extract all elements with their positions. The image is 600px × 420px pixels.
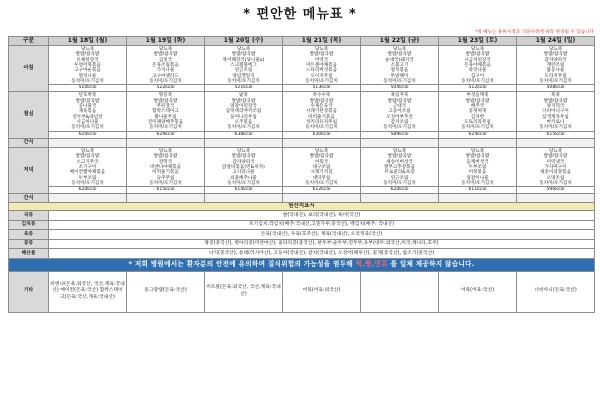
menu-item: 쌀밥/잡곡밥 — [465, 154, 490, 160]
menu-item: 진미채양배추볶음 — [147, 120, 184, 126]
menu-item: 제육볶음 — [78, 109, 97, 115]
meal-row — [9, 147, 595, 186]
menu-item: 쌀밥/잡곡밥 — [309, 52, 334, 58]
menu-item: 순대국(돼지국 — [385, 57, 414, 63]
menu-item: 오멍조림 — [546, 175, 565, 181]
menu-item: 브로콜리&초장 — [384, 170, 415, 176]
origin-row — [9, 230, 595, 240]
menu-item: 쌀밥/잡곡밥 — [543, 154, 568, 160]
menu-change-note: *위 메뉴는 물류사정과 식당사정에 따라 변경될 수 있습니다 — [474, 30, 594, 35]
menu-item: 고사리나물 — [232, 170, 255, 176]
snack-row — [9, 138, 595, 147]
menu-item: 숙주무침 — [156, 175, 175, 181]
day-header: 1월 20일 (수) — [205, 37, 283, 46]
notice-highlight: 떡,빵,면류 — [355, 260, 388, 269]
menu-item: 시금치나물 — [76, 120, 99, 126]
menu-item: 연근조림 — [234, 68, 253, 74]
day-menu-cell — [49, 92, 127, 131]
menu-item: 소불고기 — [390, 63, 409, 69]
menu-item: 어묵볶음 — [468, 170, 487, 176]
menu-item: 김칫국 — [158, 57, 173, 63]
snack-cell — [439, 194, 517, 203]
day-menu-cell — [361, 92, 439, 131]
kcal-value: 513kcal — [283, 85, 361, 92]
menu-item: 쌀밥/잡곡밥 — [387, 98, 412, 104]
menu-item: 미역줄기볶음 — [308, 114, 335, 120]
others-cell: 어묵(어육:외국산) — [283, 271, 361, 312]
menu-item: 열무고추장볶음 — [383, 164, 416, 170]
origin-label: 김치류 — [9, 220, 49, 230]
menu-item: 치커리유자무침 — [305, 120, 338, 126]
menu-item: 동치미/포기김치 — [461, 180, 494, 186]
snack-cell — [517, 194, 595, 203]
choking-notice — [9, 258, 595, 271]
menu-item: 흑임자죽 — [390, 93, 409, 99]
others-cell: 너비아니(돈육:국산) — [517, 271, 595, 312]
menu-item: 닭갈비볶음(민&치자) — [222, 164, 265, 170]
menu-item: 버섯들깨죽 — [466, 93, 489, 99]
menu-item: 당뇨죽 — [158, 47, 173, 52]
kcal-row — [9, 85, 595, 92]
menu-item: 동치미/포기김치 — [461, 125, 494, 131]
menu-item: 오이지무침 — [310, 73, 333, 79]
menu-item: 김구이 — [470, 73, 485, 79]
menu-item: 동치미/포기김치 — [227, 79, 260, 85]
menu-item: 대구조림 — [312, 164, 331, 170]
snack-cell — [517, 138, 595, 147]
menu-item: 마카로니 — [546, 120, 565, 126]
menu-item: 쇠올배추나물 — [230, 175, 257, 181]
menu-item: 가지나물 — [156, 68, 175, 74]
origin-title-row — [9, 203, 595, 211]
notice-row — [9, 258, 595, 271]
menu-item: 가자미구이 — [544, 164, 567, 170]
snack-cell — [205, 138, 283, 147]
menu-item: 무말랭이 — [390, 73, 409, 79]
menu-item: 오징어부추전 — [386, 114, 413, 120]
others-cell: 어묵(어육:국산) — [439, 271, 517, 312]
day-menu-cell — [517, 46, 595, 85]
menu-item: 수제돈육국 — [310, 104, 333, 110]
menu-item: 양지떡국 — [546, 104, 565, 110]
menu-item: 미트볼야채볶음 — [305, 63, 338, 69]
menu-item: 삼색계자무침 — [542, 114, 569, 120]
menu-item: 당뇨죽 — [158, 148, 173, 154]
day-header: 1월 18일 (월) — [49, 37, 127, 46]
meal-label: 아침 — [9, 46, 49, 92]
day-menu-cell — [361, 147, 439, 186]
kcal-value: 611kcal — [439, 187, 517, 194]
day-menu-cell — [439, 46, 517, 85]
day-menu-cell — [127, 92, 205, 131]
day-menu-cell — [205, 46, 283, 85]
menu-item: 동치미/포기김치 — [539, 79, 572, 85]
day-header: 1월 19일 (화) — [127, 37, 205, 46]
menu-item: 동치미/포기김치 — [383, 125, 416, 131]
menu-item: 무된장국 — [156, 104, 175, 110]
snack-cell — [49, 194, 127, 203]
origin-row — [9, 220, 595, 230]
kcal-value: 510kcal — [49, 85, 127, 92]
menu-item: 쌀밥/잡곡밥 — [75, 52, 100, 58]
category-header: 구분 — [9, 37, 49, 46]
menu-item: 당뇨죽 — [548, 148, 563, 154]
snack-cell — [127, 138, 205, 147]
kcal-value: 512kcal — [439, 85, 517, 92]
others-cell: 동그랑땡(돈육:국산) — [127, 271, 205, 312]
origin-text: 쌀(국내산), 보리(국내산), 흑미(국산) — [49, 211, 595, 221]
menu-item: 당뇨죽 — [392, 47, 407, 52]
menu-item: 소고기무국 — [76, 159, 99, 165]
snack-cell — [361, 138, 439, 147]
menu-item: 쌀밥/잡곡밥 — [387, 154, 412, 160]
origin-text: 포기김치,깍김치(배추:국내산,고춧가루:중국산), 백김치(배추: 국내산) — [49, 220, 595, 230]
menu-item: 쌀밥/잡곡밥 — [465, 52, 490, 58]
others-cell — [361, 271, 439, 312]
menu-item: 불동나물 — [546, 68, 565, 74]
menu-item: 너비아니구이 — [542, 109, 569, 115]
menu-item: 쌀밥/잡곡밥 — [543, 52, 568, 58]
menu-table — [8, 36, 595, 313]
menu-item: 동치미/포기김치 — [227, 180, 260, 186]
origin-row — [9, 249, 595, 259]
menu-item: 동치미/포기김치 — [383, 180, 416, 186]
day-menu-cell — [127, 46, 205, 85]
menu-item: 쌀밥/잡곡밥 — [75, 154, 100, 160]
menu-item: 동치미/포기김치 — [227, 125, 260, 131]
kcal-value: 615kcal — [127, 187, 205, 194]
menu-item: 얼갈이나물 — [466, 175, 489, 181]
header-row — [9, 37, 595, 46]
menu-item: 팥죽 — [239, 93, 248, 99]
day-menu-cell — [205, 92, 283, 131]
kcal-value: 620kcal — [361, 187, 439, 194]
menu-item: 단호박죽 — [78, 93, 97, 99]
menu-item: 연두부&양념장 — [72, 114, 103, 120]
day-header: 1월 24일 (일) — [517, 37, 595, 46]
menu-item: 느타리버섯볶음 — [305, 68, 338, 74]
day-menu-cell — [127, 147, 205, 186]
others-cell: 비엔나(돈육:외국산, 국산,계육:국내산) 베이컨(돈육:국산) 함박스테이크(돈육:국산,계육:국내산) — [49, 271, 127, 312]
menu-item: 들깨버섯국 — [466, 159, 489, 165]
menu-item: 쌀밥/잡곡밥 — [231, 98, 256, 104]
menu-item: 베이컨햄야채볶음 — [69, 170, 106, 176]
menu-item: 동치미/포기김치 — [149, 180, 182, 186]
origin-label: 육류 — [9, 230, 49, 240]
kcal-value: 629kcal — [127, 131, 205, 138]
menu-item: 흑죽 — [551, 93, 560, 99]
menu-item: 당뇨죽 — [80, 47, 95, 52]
menu-item: 쌀밥/잡곡밥 — [231, 52, 256, 58]
menu-item: 동치미/포기김치 — [539, 180, 572, 186]
menu-item: 쌀밥/잡곡밥 — [231, 154, 256, 160]
others-row — [9, 271, 595, 312]
day-menu-cell — [439, 92, 517, 131]
menu-item: 근대국 — [392, 104, 407, 110]
day-menu-cell — [49, 46, 127, 85]
kcal-value: 504kcal — [361, 85, 439, 92]
menu-item: 쌀밥/잡곡밥 — [543, 98, 568, 104]
menu-item: 황나물무침 — [154, 114, 177, 120]
origin-text: 돈육(국내산), 우육(호주산), 계육(국내산), 오리정육(국산) — [49, 230, 595, 240]
meal-row — [9, 92, 595, 131]
menu-item: 돌미나리무침 — [230, 114, 257, 120]
menu-item: 감자양파국 — [232, 159, 255, 165]
day-menu-cell — [439, 147, 517, 186]
snack-cell — [205, 194, 283, 203]
menu-item: 감자양파국 — [544, 57, 567, 63]
menu-item: 얼갈이된장국 — [230, 104, 257, 110]
notice-text: * 저희 병원에서는 환자분의 안전에 유의하며 질식위험의 가능성을 염두해 — [128, 260, 356, 269]
origin-label: 해산물 — [9, 249, 49, 259]
menu-item: 새송이피망볶음 — [539, 170, 572, 176]
kcal-row — [9, 187, 595, 194]
menu-item: 비엔나야채볶음 — [149, 164, 182, 170]
menu-item: 오주볶음 — [234, 120, 253, 126]
origin-row — [9, 239, 595, 249]
snack-label: 간식 — [9, 194, 49, 203]
menu-item: 삼치데리야끼조림 — [225, 109, 262, 115]
menu-item: 콩나물국 — [78, 104, 97, 110]
others-label: 기타 — [9, 271, 49, 312]
menu-item: 조기구이 — [78, 164, 97, 170]
kcal-value: 615kcal — [517, 131, 595, 138]
menu-item: 스크램블에그 — [230, 63, 257, 69]
day-menu-cell — [517, 147, 595, 186]
menu-item: 멸치나물 — [78, 73, 97, 79]
day-menu-cell — [517, 92, 595, 131]
menu-item: 돈육조림볶음 — [152, 63, 179, 69]
origin-label: 콩류 — [9, 239, 49, 249]
menu-item: 옥수수죽 — [312, 93, 331, 99]
kcal-row — [9, 131, 595, 138]
day-menu-cell — [283, 92, 361, 131]
menu-item: 쌀밥/잡곡밥 — [75, 98, 100, 104]
menu-item: 동치미/포기김치 — [71, 180, 104, 186]
kcal-value: 620kcal — [49, 187, 127, 194]
origin-row — [9, 211, 595, 221]
day-header: 1월 22일 (금) — [361, 37, 439, 46]
day-menu-cell — [283, 147, 361, 186]
snack-cell — [49, 138, 127, 147]
menu-item: 쑥갓나물 — [468, 68, 487, 74]
menu-item: 쌀밥/잡곡밥 — [309, 154, 334, 160]
origin-text: 땅콩(중국산), 병아리콩(미얀마산), 울타리콩(중국산), 판두부:순두부,연두부,유부(대두:외국산,미국,캐나다,호주) — [49, 239, 595, 249]
snack-cell — [283, 194, 361, 203]
day-header: 1월 21일 (목) — [283, 37, 361, 46]
menu-item: 대덕무침 — [312, 175, 331, 181]
day-header: 1월 23일 (토) — [439, 37, 517, 46]
meal-row — [9, 46, 595, 85]
origin-text: 낙지(중국산), 동태(러시아산), 고등어(국내산), 갈치(국내산), 오징어(페루산), 꽃게(중국산), 참조기(중국산) — [49, 249, 595, 259]
menu-item: 우렁어묵볶음 — [74, 63, 101, 69]
menu-item: 두부조림 — [468, 164, 487, 170]
menu-item: 동치미/포기김치 — [149, 79, 182, 85]
menu-item: 고등어조림 — [388, 109, 411, 115]
menu-item: 배추국 — [470, 104, 485, 110]
kcal-value: 596kcal — [517, 187, 595, 194]
menu-item: 땅콩죽 — [158, 93, 173, 99]
menu-item: 당뇨죽 — [80, 148, 95, 154]
menu-item: 어묵국 — [314, 159, 329, 165]
menu-item: 당뇨죽 — [236, 148, 251, 154]
menu-item: 미역줄기볶음 — [152, 170, 179, 176]
menu-item: 동치미/포기김치 — [71, 79, 104, 85]
menu-item: 동치미/포기김치 — [305, 79, 338, 85]
kcal-value: 620kcal — [49, 131, 127, 138]
menu-item: 두부조림 — [78, 175, 97, 181]
menu-item: 동치미/포기김치 — [149, 125, 182, 131]
kcal-value: 589kcal — [361, 131, 439, 138]
menu-item: 도토리묵무침 — [464, 120, 491, 126]
menu-item: 감자조림 — [390, 120, 409, 126]
menu-item: 당뇨죽 — [236, 47, 251, 52]
menu-item: 고구마샐러드 — [152, 73, 179, 79]
menu-item: 유채된장국 — [76, 57, 99, 63]
menu-item: 당뇨죽 — [314, 148, 329, 154]
menu-item: 북어해장국(당니물x) — [222, 57, 265, 63]
menu-item: 도라지무침 — [544, 73, 567, 79]
menu-item: 동치미/포기김치 — [383, 79, 416, 85]
menu-item: 김자반 — [470, 114, 485, 120]
menu-item: 당뇨죽 — [470, 148, 485, 154]
menu-item: 장떡국 — [158, 159, 173, 165]
day-menu-cell — [49, 147, 127, 186]
snack-row — [9, 194, 595, 203]
menu-item: 시금치된장국 — [464, 57, 491, 63]
menu-item: 계란조림 — [546, 63, 565, 69]
menu-item: 꽁게찌개 — [468, 109, 487, 115]
snack-label: 간식 — [9, 138, 49, 147]
menu-item: 미역국 — [314, 57, 329, 63]
menu-item: 고구마순볶음 — [74, 68, 101, 74]
menu-item: 당뇨죽 — [314, 47, 329, 52]
menu-item: 쌀밥/잡곡밥 — [153, 154, 178, 160]
menu-item: 당뇨죽 — [548, 47, 563, 52]
menu-item: 연근조림 — [390, 175, 409, 181]
menu-item: 양념깻잎지 — [232, 73, 255, 79]
kcal-value: 508kcal — [517, 85, 595, 92]
menu-item: 동치미/포기김치 — [71, 125, 104, 131]
others-cell: 미트볼(돈육:외국산, 국산,계육:국내산) — [205, 271, 283, 312]
menu-item: 쌀밥/잡곡밥 — [153, 98, 178, 104]
kcal-value: 612kcal — [283, 187, 361, 194]
kcal-value: 624kcal — [439, 131, 517, 138]
menu-item: 함박스테이크 — [152, 109, 179, 115]
menu-item: 미역냉국 — [546, 159, 565, 165]
kcal-value: 630kcal — [283, 131, 361, 138]
menu-item: 쌀밥/잡곡밥 — [387, 52, 412, 58]
day-menu-cell — [361, 46, 439, 85]
notice-text: 를 일체 제공하지 않습니다. — [387, 260, 475, 269]
kcal-value: 521kcal — [205, 85, 283, 92]
menu-item: 쌀밥/잡곡밥 — [465, 98, 490, 104]
menu-item: 동치미/포기김치 — [305, 125, 338, 131]
meal-label: 저녁 — [9, 147, 49, 193]
meal-label: 점심 — [9, 92, 49, 138]
kcal-value: 522kcal — [127, 85, 205, 92]
snack-cell — [361, 194, 439, 203]
origin-label: 곡류 — [9, 211, 49, 221]
menu-item: 동치미/포기김치 — [461, 79, 494, 85]
origin-title: 원산지표시 — [9, 203, 595, 211]
menu-item: 동치미/포기김치 — [539, 125, 572, 131]
kcal-value: 614kcal — [205, 187, 283, 194]
menu-item: 새송이버섯국 — [386, 159, 413, 165]
page-title: * 편안한 메뉴표 * — [243, 7, 357, 22]
snack-cell — [283, 138, 361, 147]
menu-item: 돈육야채볶음 — [464, 63, 491, 69]
menu-item: 당뇨죽 — [392, 148, 407, 154]
menu-item: 쌀밥/잡곡밥 — [309, 98, 334, 104]
menu-item: 동치미/포기김치 — [305, 180, 338, 186]
day-menu-cell — [205, 147, 283, 186]
snack-cell — [127, 194, 205, 203]
day-menu-cell — [283, 46, 361, 85]
menu-item: 당뇨죽 — [470, 47, 485, 52]
menu-item: 열치볶음 — [390, 68, 409, 74]
menu-item: 쌀밥/잡곡밥 — [153, 52, 178, 58]
kcal-value: 638kcal — [205, 131, 283, 138]
menu-item: 시래기지짐 — [310, 170, 333, 176]
snack-cell — [439, 138, 517, 147]
menu-item: 시래기된장볶음 — [305, 109, 338, 115]
